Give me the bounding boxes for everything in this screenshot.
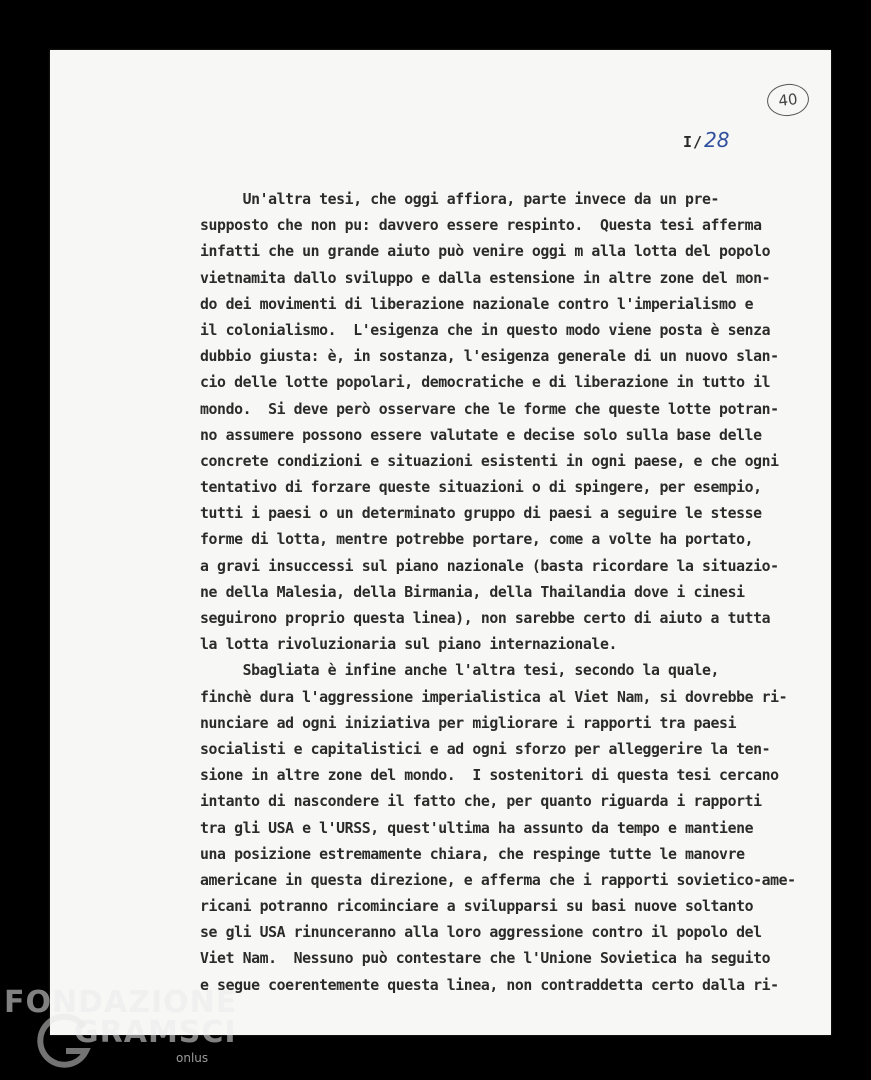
text-line: intanto di nascondere il fatto che, per quanto riguarda i rapporti — [157, 793, 762, 811]
text-line: tra gli USA e l'URSS, quest'ultima ha assunto da tempo e mantiene — [157, 819, 754, 837]
text-line: tutti i paesi o un determinato gruppo di paesi a seguire le stesse — [157, 505, 762, 523]
typed-body-text — [157, 187, 796, 999]
text-line: concrete condizioni e situazioni esistenti in ogni paese, e che ogni — [157, 452, 779, 470]
watermark-line-1: FONDAZIONE — [4, 985, 238, 1020]
text-line: a gravi insuccessi sul piano nazionale (basta ricordare la situazio- — [157, 557, 779, 575]
text-line: ne della Malesia, della Birmania, della Thailandia dove i cinesi — [157, 583, 745, 601]
text-line: Viet Nam. Nessuno può contestare che l'Unione Sovietica ha seguito — [157, 950, 771, 968]
text-line: supposto che non pu: davvero essere respinto. Questa tesi afferma — [157, 217, 762, 235]
text-line: forme di lotta, mentre potrebbe portare, come a volte ha portato, — [157, 531, 754, 549]
circled-page-number-text: 40 — [777, 90, 799, 110]
text-line: e segue coerentemente questa linea, non contraddetta certo dalla ri- — [157, 976, 779, 994]
text-line: tentativo di forzare queste situazioni o di spingere, per esempio, — [157, 479, 762, 497]
document-page — [50, 50, 831, 1035]
text-line: cio delle lotte popolari, democratiche e di liberazione in tutto il — [157, 374, 771, 392]
folio-number — [683, 128, 730, 152]
text-line: seguirono proprio questa linea), non sarebbe certo di aiuto a tutta — [157, 610, 771, 627]
text-line: finchè dura l'aggressione imperialistica al Viet Nam, si dovrebbe ri- — [157, 688, 788, 706]
text-line: Un'altra tesi, che oggi affiora, parte invece da un pre- — [157, 191, 720, 208]
text-line: sione in altre zone del mondo. I sostenitori di questa tesi cercano — [157, 767, 779, 785]
text-line: nunciare ad ogni iniziativa per migliorare i rapporti tra paesi — [157, 714, 737, 732]
folio-handwritten: 28 — [704, 128, 730, 152]
fondazione-gramsci-watermark — [0, 983, 238, 1080]
watermark-line-2: GRAMSCI — [74, 1015, 237, 1050]
text-line: se gli USA rinunceranno alla loro aggressione contro il popolo del — [157, 924, 762, 942]
text-line: ricani potranno ricominciare a svilupparsi su basi nuove soltanto — [157, 898, 754, 916]
text-line: infatti che un grande aiuto può venire oggi m alla lotta del popolo — [157, 243, 771, 261]
folio-typed: I/ — [683, 133, 704, 151]
watermark-line-3: onlus — [176, 1051, 209, 1065]
text-line: americane in questa direzione, e afferma che i rapporti sovietico-ame- — [157, 871, 796, 889]
text-line: il colonialismo. L'esigenza che in questo modo viene posta è senza — [157, 321, 771, 339]
text-line: dubbio giusta: è, in sostanza, l'esigenza generale di un nuovo slan- — [157, 348, 779, 366]
text-line: Sbagliata è infine anche l'altra tesi, secondo la quale, — [157, 662, 720, 680]
text-line: una posizione estremamente chiara, che respinge tutte le manovre — [157, 845, 745, 863]
text-line: vietnamita dallo sviluppo e dalla estensione in altre zone del mon- — [157, 269, 771, 287]
text-line: socialisti e capitalistici e ad ogni sforzo per alleggerire la ten- — [157, 740, 771, 758]
text-line: do dei movimenti di liberazione nazionale contro l'imperialismo e — [157, 295, 754, 313]
circled-page-number — [765, 82, 810, 118]
text-line: no assumere possono essere valutate e decise solo sulla base delle — [157, 426, 762, 444]
text-line: mondo. Si deve però osservare che le forme che queste lotte potran- — [157, 400, 779, 418]
text-line: la lotta rivoluzionaria sul piano internazionale. — [157, 636, 617, 654]
